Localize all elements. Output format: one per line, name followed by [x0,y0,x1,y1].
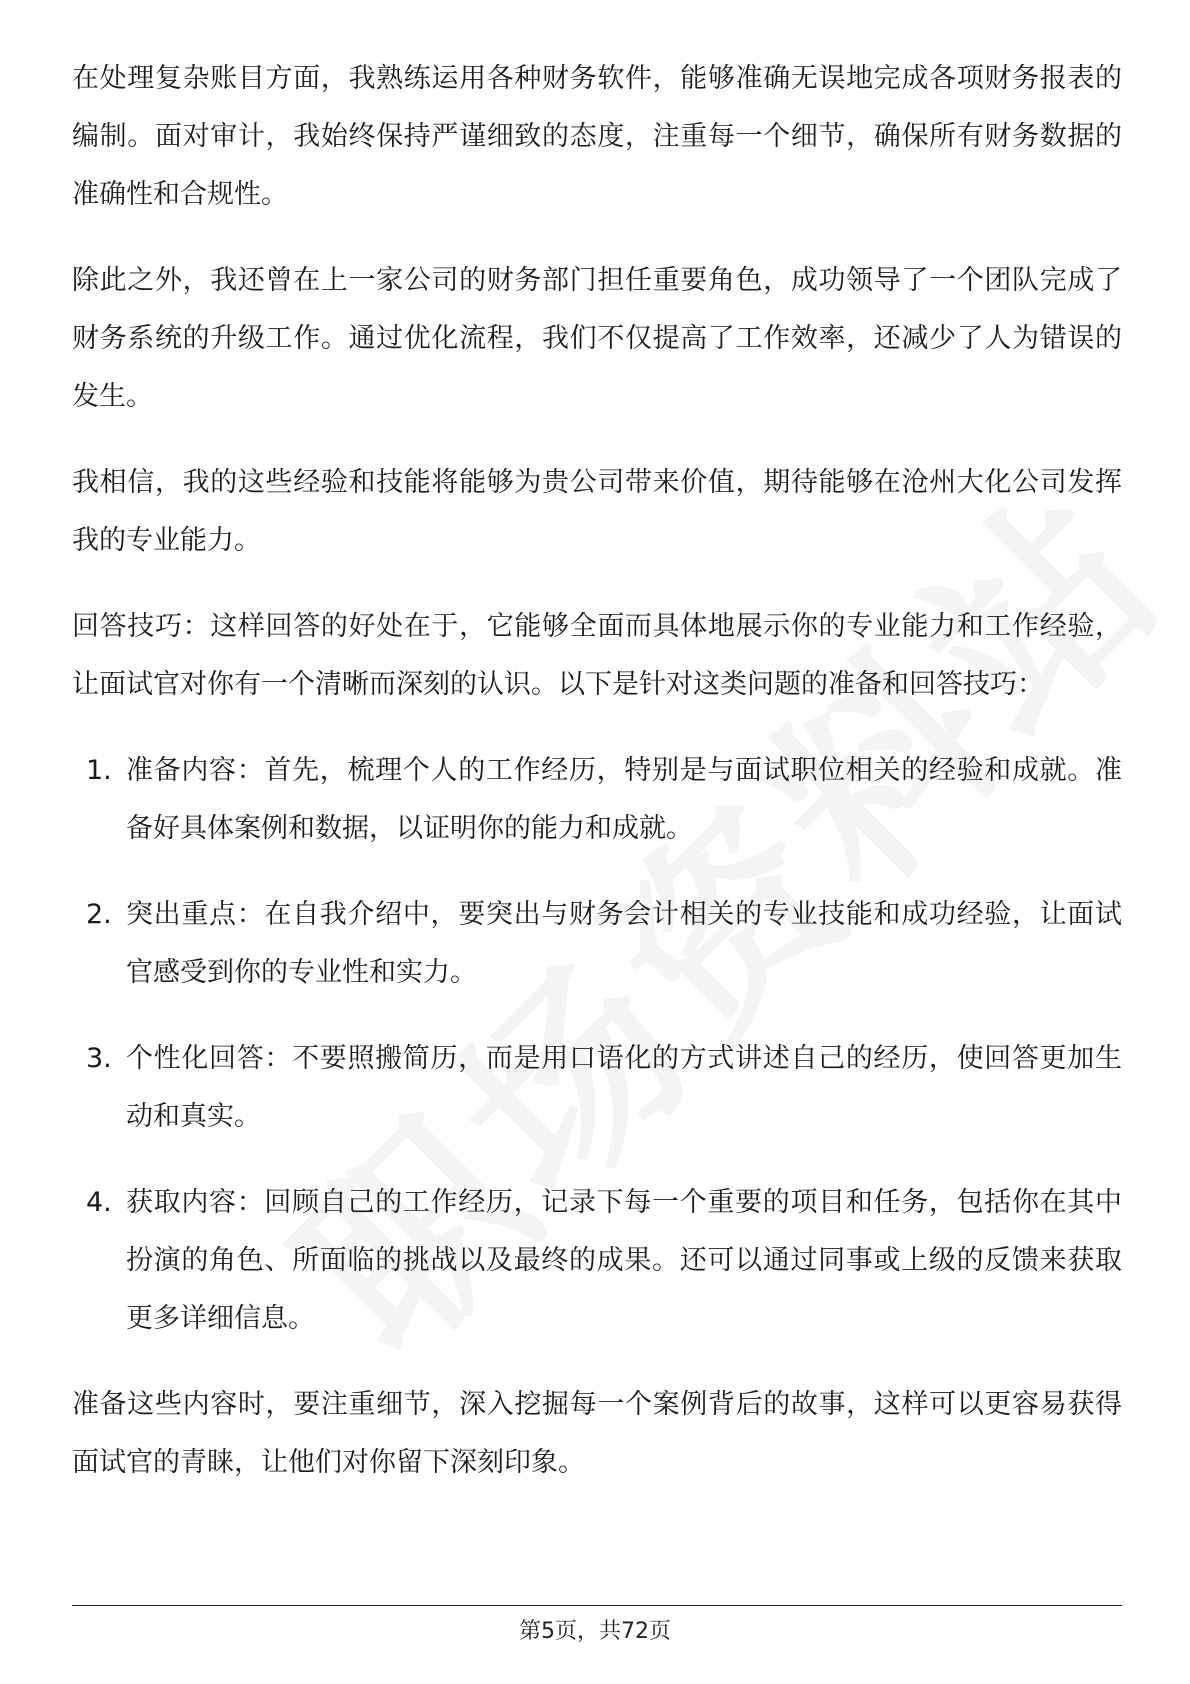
paragraph: 回答技巧：这样回答的好处在于，它能够全面而具体地展示你的专业能力和工作经验，让面试官对你有一个清晰而深刻的认识。以下是针对这类问题的准备和回答技巧： [72,611,1122,700]
paragraph: 在处理复杂账目方面，我熟练运用各种财务软件，能够准确无误地完成各项财务报表的编制。面对审计，我始终保持严谨细致的态度，注重每一个细节，确保所有财务数据的准确性和合规性。 [72,63,1122,210]
list-item-text: 突出重点：在自我介绍中，要突出与财务会计相关的专业技能和成功经验，让面试官感受到你的专业性和实力。 [126,899,1122,988]
paragraph: 准备这些内容时，要注重细节，深入挖掘每一个案例背后的故事，这样可以更容易获得面试官的青睐，让他们对你留下深刻印象。 [72,1389,1122,1478]
list-item [72,1174,1122,1348]
footer-divider [72,1605,1122,1606]
list-item-text: 个性化回答：不要照搬简历，而是用口语化的方式讲述自己的经历，使回答更加生动和真实。 [126,1043,1122,1132]
list-item-text: 获取内容：回顾自己的工作经历，记录下每一个重要的项目和任务，包括你在其中扮演的角色、所面临的挑战以及最终的成果。还可以通过同事或上级的反馈来获取更多详细信息。 [126,1187,1122,1334]
list-item [72,1030,1122,1146]
list-item-text: 准备内容：首先，梳理个人的工作经历，特别是与面试职位相关的经验和成就。准备好具体案例和数据，以证明你的能力和成就。 [126,755,1122,844]
list-item-number: 1. [86,755,112,786]
document-body [72,50,1122,1520]
paragraph: 我相信，我的这些经验和技能将能够为贵公司带来价值，期待能够在沧州大化公司发挥我的专业能力。 [72,467,1122,556]
list-item [72,742,1122,858]
page-number: 第5页，共72页 [519,1619,671,1644]
paragraph: 除此之外，我还曾在上一家公司的财务部门担任重要角色，成功领导了一个团队完成了财务系统的升级工作。通过优化流程，我们不仅提高了工作效率，还减少了人为错误的发生。 [72,265,1122,412]
list-item-number: 4. [86,1187,112,1218]
tips-list [72,742,1122,1348]
list-item [72,886,1122,1002]
list-item-number: 2. [86,899,112,930]
list-item-number: 3. [86,1043,112,1074]
